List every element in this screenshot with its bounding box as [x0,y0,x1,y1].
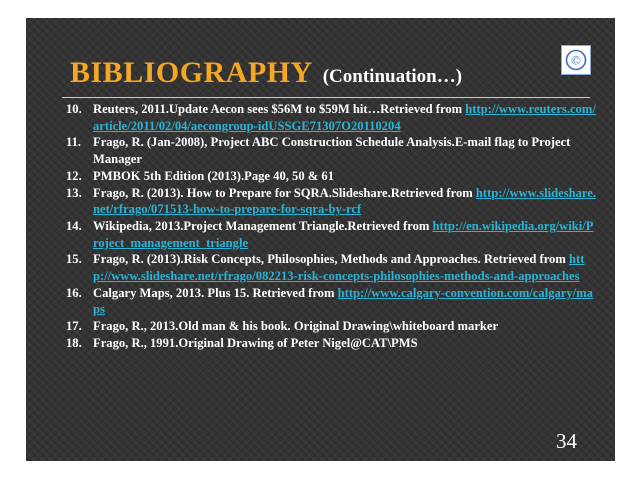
reference-number: 17. [66,319,82,334]
reference-text: Frago, R., 2013.Old man & his book. Original Drawing\whiteboard marker [93,319,499,334]
reference-item [62,218,597,251]
reference-text: Calgary Maps, 2013. Plus 15. Retrieved from [93,285,338,300]
title-divider [62,97,590,98]
reference-item [62,185,597,218]
title-row [70,56,590,90]
page-subtitle: (Continuation…) [322,66,463,87]
reference-item [62,101,597,134]
reference-number: 16. [66,285,82,300]
reference-item [62,168,597,185]
page-number: 34 [556,429,577,453]
reference-link[interactable]: http://en.wikipedia.org/wiki/Project_management_triangle [93,218,594,250]
reference-text: Wikipedia, 2013.Project Management Triangle.Retrieved from [93,218,433,233]
page-title: BIBLIOGRAPHY [70,56,313,89]
reference-text: Frago, R. (2013).Risk Concepts, Philosophies, Methods and Approaches. Retrieved from [93,252,569,267]
copyright-logo [561,45,591,75]
reference-link[interactable]: http://www.slideshare.net/rfrago/071513-how-to-prepare-for-sqra-by-rcf [93,185,597,217]
reference-number: 15. [66,252,82,267]
reference-link[interactable]: http://www.calgary-convention.com/calgary/maps [93,285,593,317]
reference-text: Frago, R. (2013). How to Prepare for SQRA.Slideshare.Retrieved from [93,185,476,200]
reference-item [62,251,597,284]
reference-number: 10. [66,102,82,116]
reference-item [62,134,597,167]
reference-number: 18. [66,335,82,350]
reference-text: Reuters, 2011.Update Aecon sees $56M to $59M hit…Retrieved from [93,102,466,116]
reference-item [62,318,597,335]
reference-item [62,335,597,352]
logo-label: © [571,52,581,68]
reference-list [62,101,597,352]
reference-text: Frago, R., 1991.Original Drawing of Peter Nigel@CAT\PMS [93,335,418,350]
copyright-icon [564,48,588,72]
reference-number: 13. [66,185,82,200]
reference-number: 14. [66,218,82,233]
reference-link[interactable]: http://www.slideshare.net/rfrago/082213-risk-concepts-philosophies-methods-and-approaches [93,252,585,284]
reference-item [62,285,597,318]
reference-number: 11. [66,135,82,150]
reference-text: Frago, R. (Jan-2008), Project ABC Construction Schedule Analysis.E-mail flag to Project Manager [93,135,571,167]
slide [26,18,615,461]
reference-link[interactable]: http://www.reuters.com/article/2011/02/04/aecongroup-idUSSGE71307O20110204 [93,102,596,133]
reference-text: PMBOK 5th Edition (2013).Page 40, 50 & 61 [93,168,335,183]
reference-number: 12. [66,168,82,183]
